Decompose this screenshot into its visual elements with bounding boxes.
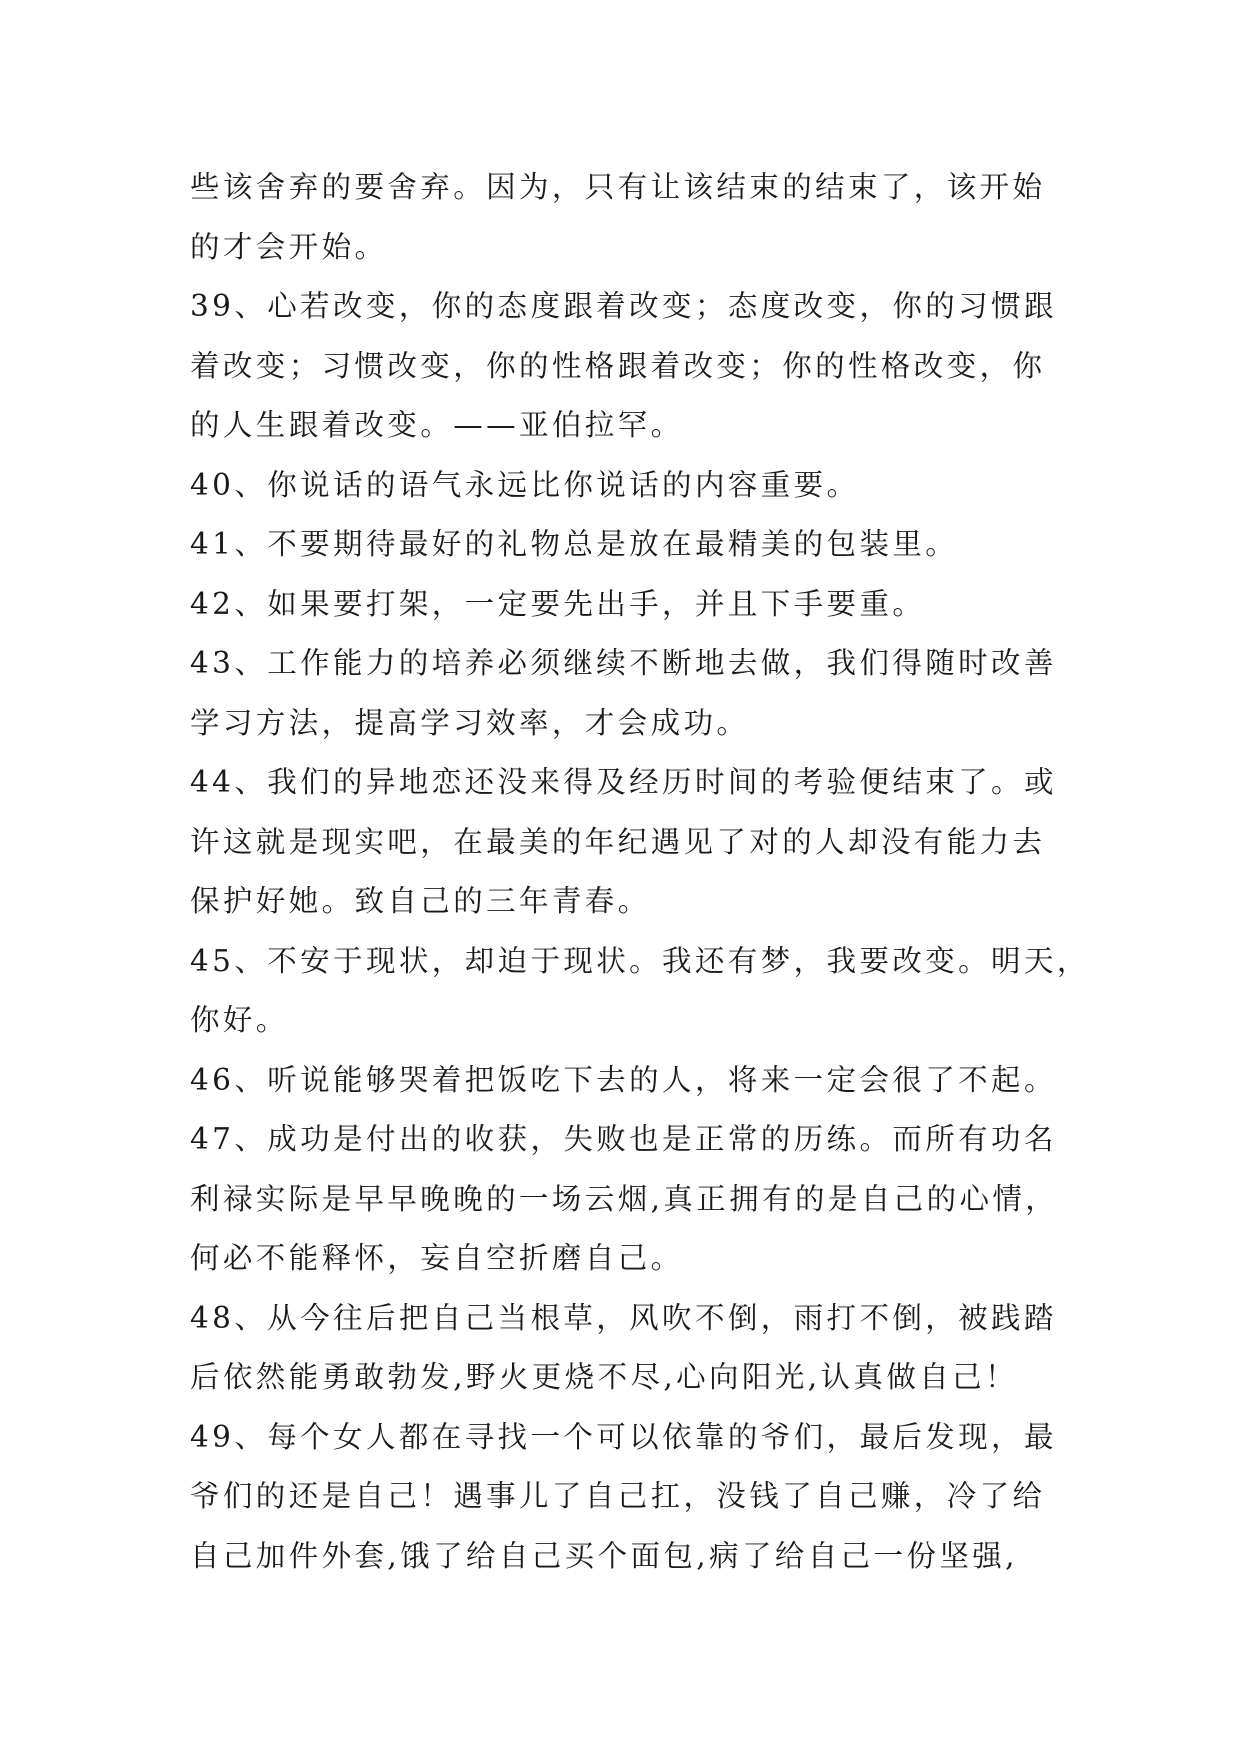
text-line: 的才会开始。 bbox=[190, 229, 388, 264]
text-line: 39、心若改变，你的态度跟着改变；态度改变，你的习惯跟 bbox=[190, 289, 1057, 323]
text-line: 47、成功是付出的收获，失败也是正常的历练。而所有功名 bbox=[190, 1122, 1057, 1156]
text-line: 学习方法，提高学习效率，才会成功。 bbox=[190, 705, 750, 740]
text-line: 43、工作能力的培养必须继续不断地去做，我们得随时改善 bbox=[190, 646, 1057, 680]
text-line: 40、你说话的语气永远比你说话的内容重要。 bbox=[190, 467, 860, 502]
text-line: 自己加件外套,饿了给自己买个面包,病了给自己一份坚强, bbox=[190, 1538, 1018, 1573]
text-line: 45、不安于现状，却迫于现状。我还有梦，我要改变。明天， bbox=[190, 943, 1090, 978]
text-line: 后依然能勇敢勃发,野火更烧不尽,心向阳光,认真做自己！ bbox=[190, 1360, 1018, 1394]
text-line: 何必不能释怀，妄自空折磨自己。 bbox=[190, 1241, 684, 1275]
text-line: 44、我们的异地恋还没来得及经历时间的考验便结束了。或 bbox=[190, 765, 1057, 799]
text-line: 41、不要期待最好的礼物总是放在最精美的包装里。 bbox=[190, 527, 959, 561]
text-line: 你好。 bbox=[190, 1003, 289, 1037]
text-line: 爷们的还是自己！遇事儿了自己扛，没钱了自己赚，冷了给 bbox=[190, 1479, 1046, 1513]
text-line: 的人生跟着改变。——亚伯拉罕。 bbox=[190, 408, 684, 442]
text-line: 利禄实际是早早晚晚的一场云烟,真正拥有的是自己的心情， bbox=[190, 1181, 1059, 1216]
document-body bbox=[190, 158, 1090, 1586]
text-line: 46、听说能够哭着把饭吃下去的人，将来一定会很了不起。 bbox=[190, 1062, 1057, 1097]
text-line: 42、如果要打架，一定要先出手，并且下手要重。 bbox=[190, 586, 926, 621]
text-line: 许这就是现实吧，在最美的年纪遇见了对的人却没有能力去 bbox=[190, 824, 1046, 859]
text-line: 保护好她。致自己的三年青春。 bbox=[190, 884, 651, 918]
text-line: 些该舍弃的要舍弃。因为，只有让该结束的结束了，该开始 bbox=[190, 170, 1046, 204]
text-line: 48、从今往后把自己当根草，风吹不倒，雨打不倒，被践踏 bbox=[190, 1300, 1057, 1335]
text-line: 49、每个女人都在寻找一个可以依靠的爷们，最后发现，最 bbox=[190, 1419, 1057, 1454]
text-line: 着改变；习惯改变，你的性格跟着改变；你的性格改变，你 bbox=[190, 348, 1046, 383]
